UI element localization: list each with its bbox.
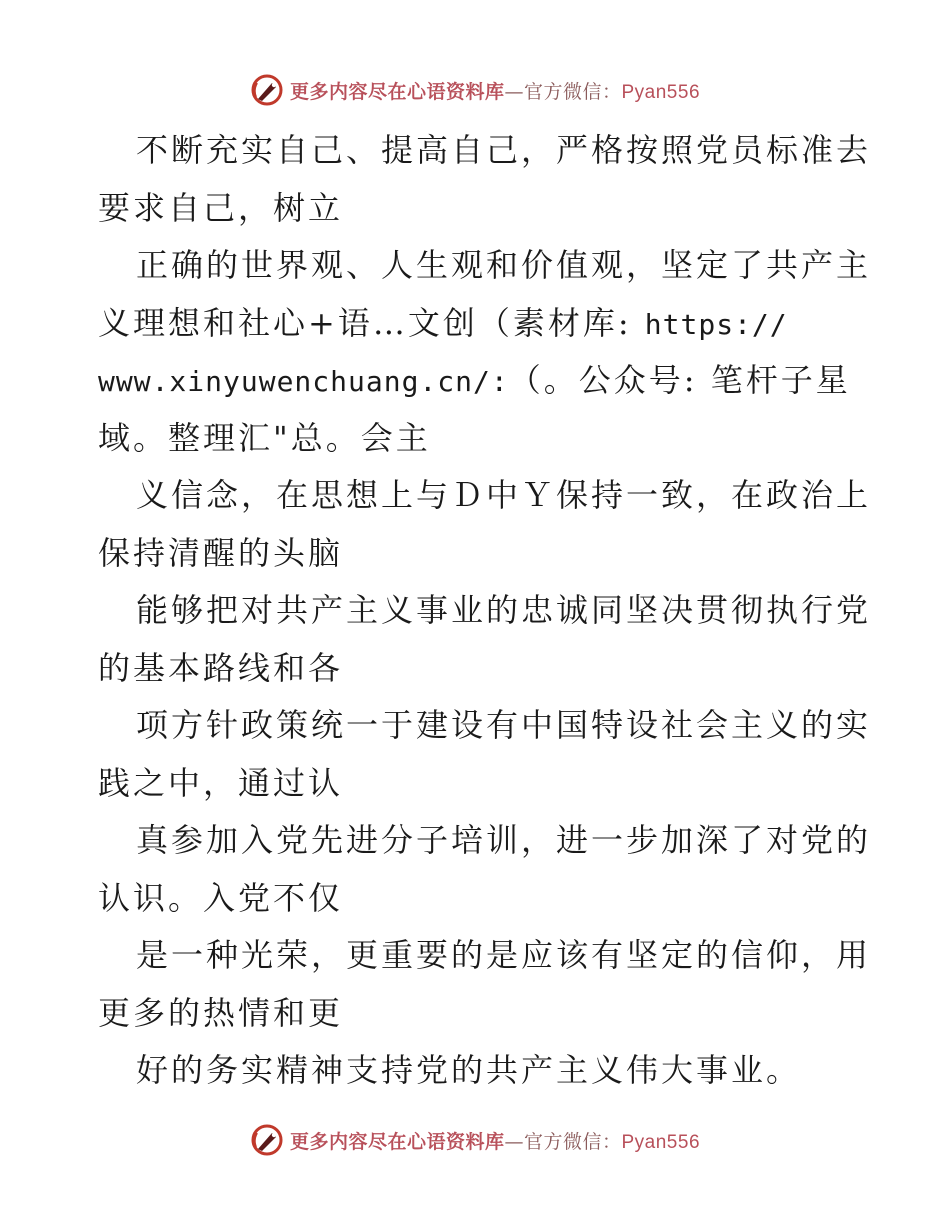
pen-nib-logo-icon — [250, 1123, 284, 1157]
document-body — [98, 122, 872, 1100]
footer-banner — [0, 1120, 950, 1160]
paragraph-line: 域。整理汇"总。会主 — [98, 418, 431, 457]
paragraph-line: 真参加入党先进分子培训，进一步加深了对党的 — [136, 821, 872, 859]
paragraph-line — [98, 295, 858, 353]
paragraph-line: 要求自己，树立 — [98, 188, 344, 227]
url-text: www.xinyuwenchuang.cn/: — [98, 365, 509, 398]
url-text: https:// — [644, 307, 788, 341]
paragraph-line: 不断充实自己、提高自己，严格按照党员标准去 — [136, 131, 872, 169]
banner-separator-text: —官方微信： — [504, 80, 622, 103]
banner-wechat-handle: Pyan556 — [621, 1131, 701, 1153]
paragraph-line — [98, 352, 858, 410]
paragraph-line: 的基本路线和各 — [98, 648, 344, 687]
paragraph-line: 项方针政策统一于建设有中国特设社会主义的实 — [136, 706, 872, 744]
pen-nib-logo-icon — [250, 73, 284, 107]
paragraph-text: （。公众号: 笔杆子星 — [508, 361, 851, 399]
paragraph-line: 能够把对共产主义事业的忠诚同坚决贯彻执行党 — [136, 591, 872, 629]
paragraph-line: 践之中，通过认 — [98, 763, 344, 802]
header-banner — [0, 70, 950, 110]
banner-text — [290, 1127, 700, 1154]
banner-main-text: 更多内容尽在心语资料库 — [289, 80, 505, 103]
paragraph-line: 更多的热情和更 — [98, 993, 344, 1032]
paragraph-line: 是一种光荣，更重要的是应该有坚定的信仰，用 — [136, 936, 872, 974]
paragraph-line: 保持清醒的头脑 — [98, 533, 344, 572]
paragraph-text: 义理想和社心+语…文创（素材库: — [98, 303, 645, 342]
banner-text — [290, 77, 700, 104]
paragraph-line: 好的务实精神支持党的共产主义伟大事业。 — [136, 1051, 802, 1089]
banner-main-text: 更多内容尽在心语资料库 — [289, 1130, 505, 1153]
paragraph-line: 正确的世界观、人生观和价值观，坚定了共产主 — [136, 246, 872, 284]
banner-wechat-handle: Pyan556 — [621, 81, 701, 103]
paragraph-line: 义信念，在思想上与Ｄ中Ｙ保持一致，在政治上 — [136, 476, 872, 514]
paragraph-line: 认识。入党不仅 — [98, 878, 344, 917]
banner-separator-text: —官方微信： — [504, 1130, 622, 1153]
